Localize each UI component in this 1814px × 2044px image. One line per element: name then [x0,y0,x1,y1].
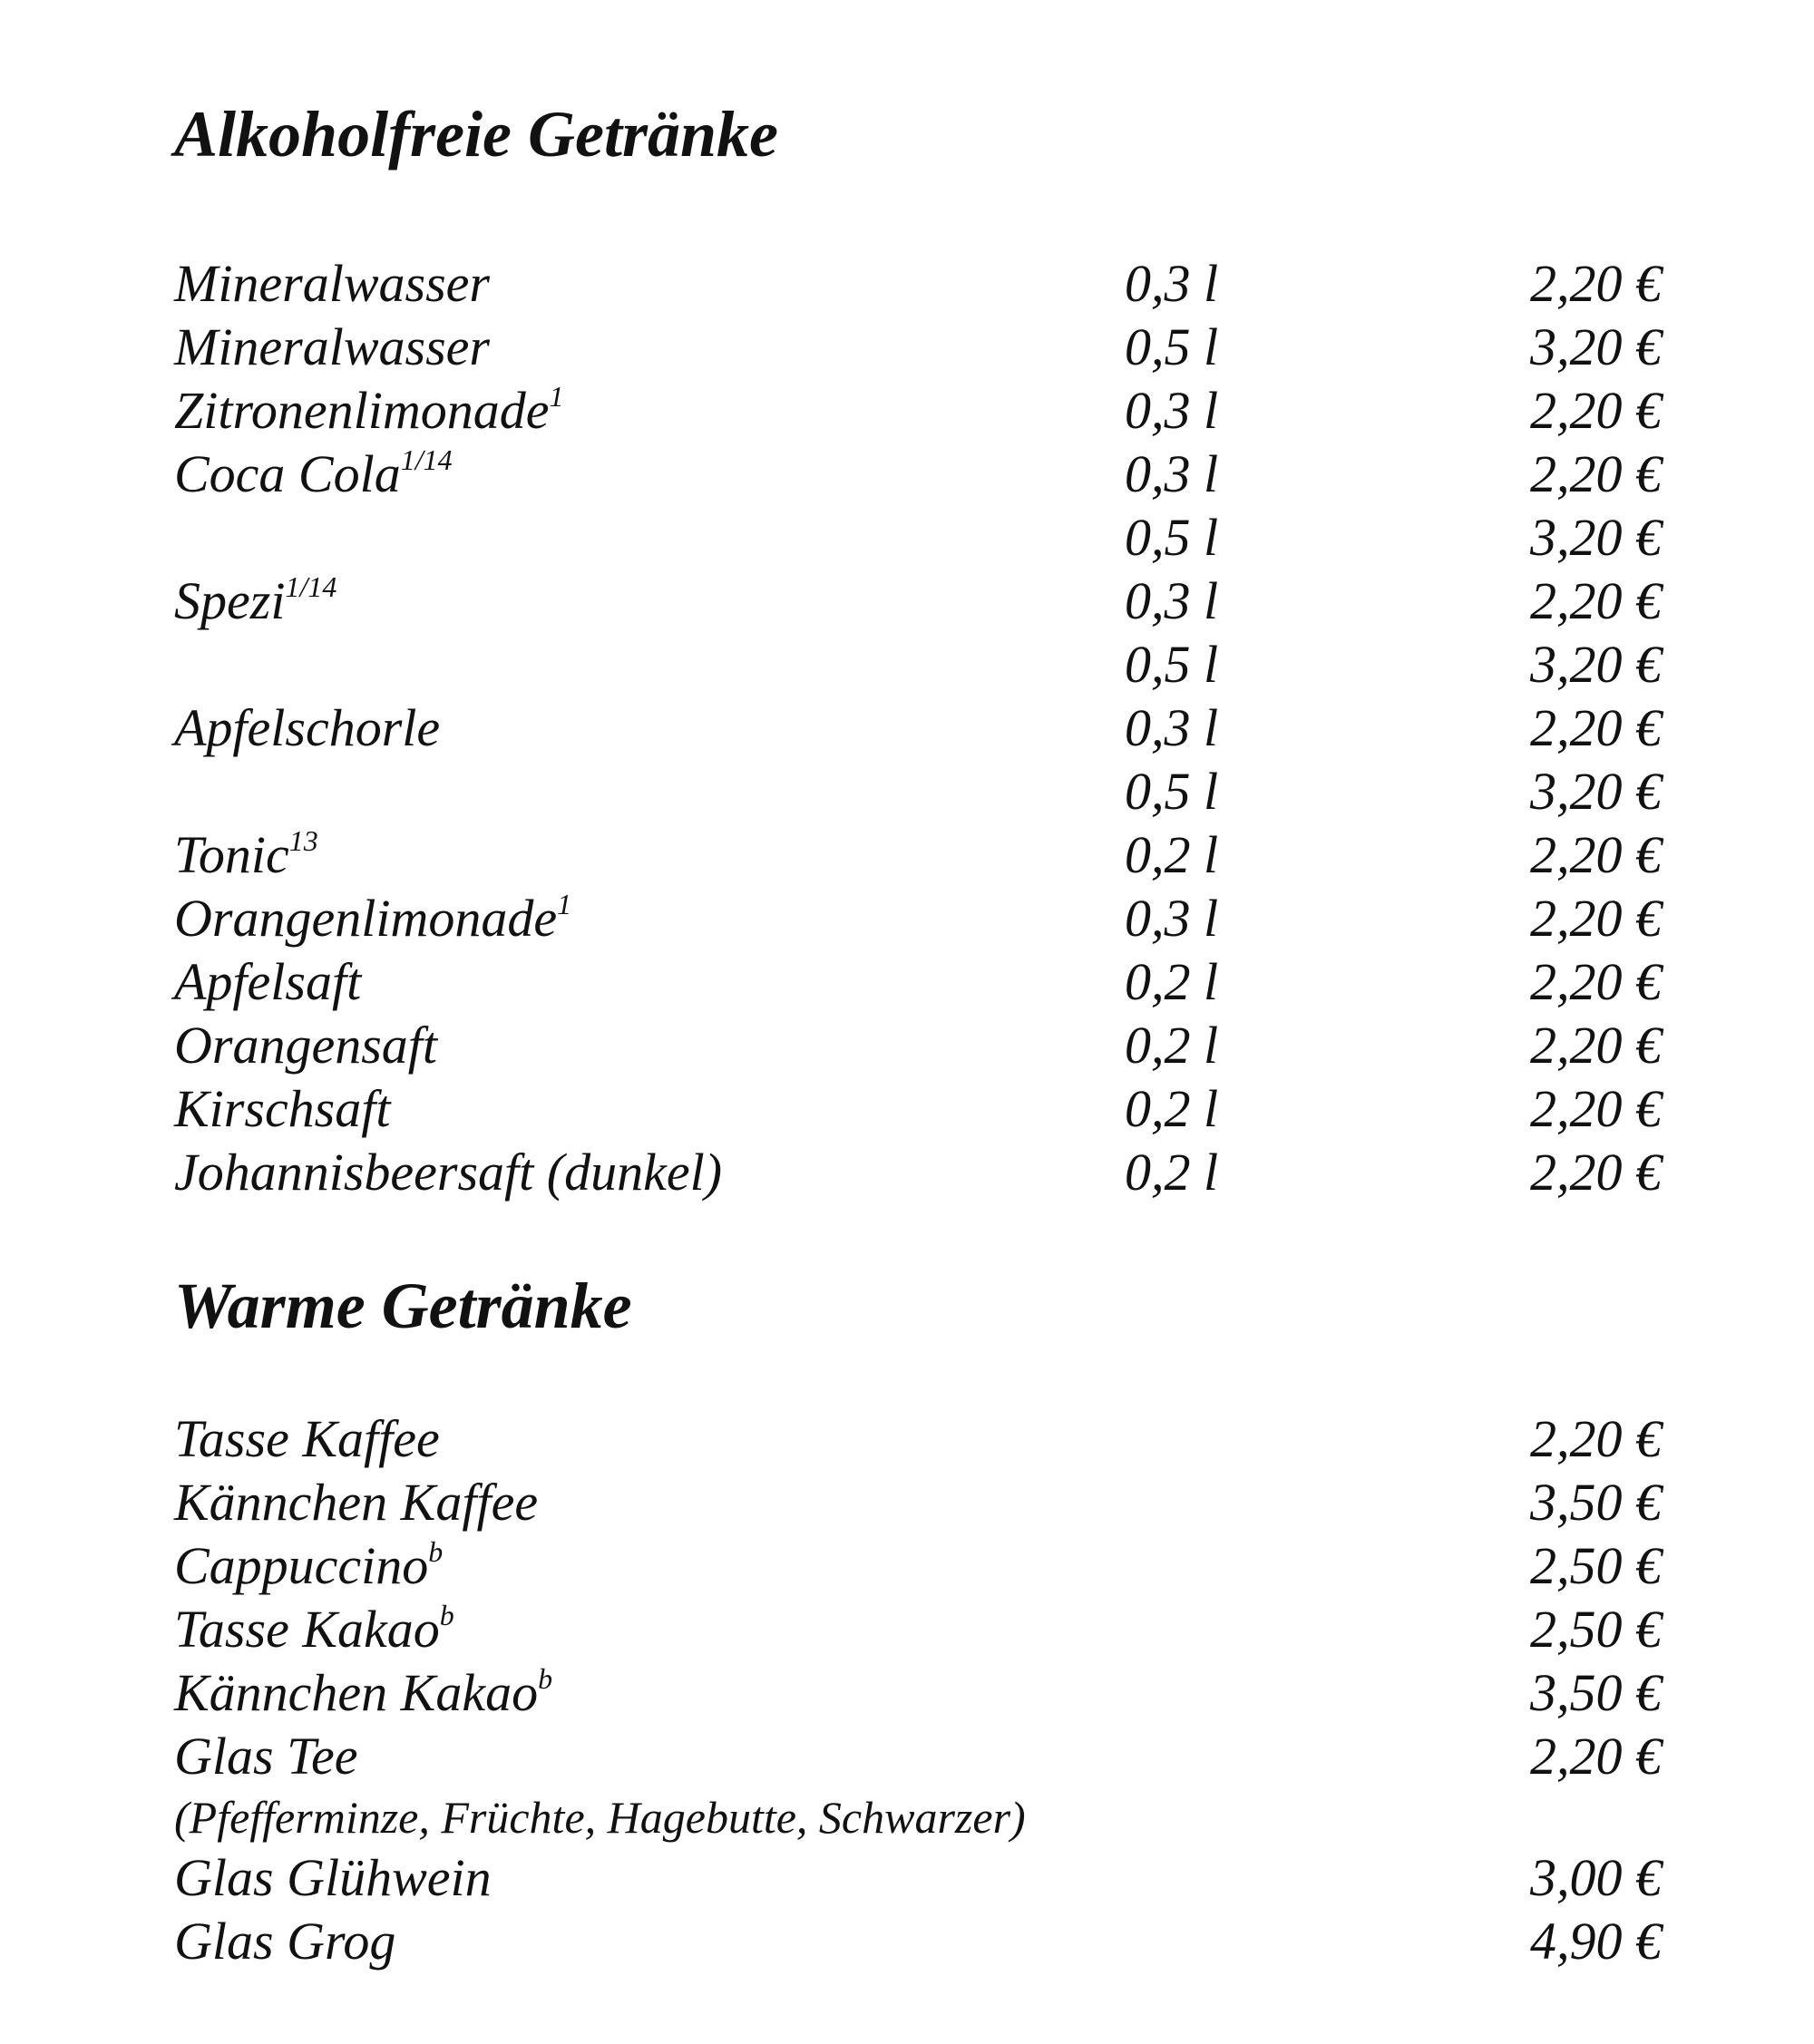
item-name [174,1077,391,1141]
item-name [174,1661,552,1725]
item-size: 0,5 l [1125,317,1219,376]
item-name [174,569,336,633]
item-name [174,1014,437,1077]
allergen-footnote: 1/14 [400,443,453,476]
item-name-text: Mineralwasser [174,317,490,376]
item-name [174,252,490,316]
item-price: 4,90 € [1530,1912,1662,1971]
item-name [174,887,571,950]
item-size: 0,5 l [1125,635,1219,694]
item-name [174,443,453,506]
section-title-warme-getraenke: Warme Getränke [174,1270,632,1342]
item-name [174,1910,395,1973]
allergen-footnote: b [538,1661,553,1695]
item-name [174,379,564,443]
item-price: 3,20 € [1530,508,1662,567]
item-name [174,823,318,887]
item-name [174,1725,358,1788]
menu-item [174,1725,1662,1788]
menu-item [174,379,1662,443]
item-price: 2,20 € [1530,1079,1662,1138]
menu-item [174,1407,1662,1471]
item-size: 0,5 l [1125,762,1219,821]
item-size: 0,3 l [1125,254,1219,313]
item-price: 2,20 € [1530,698,1662,757]
item-size: 0,3 l [1125,444,1219,503]
item-name-text: Kirschsaft [174,1079,391,1138]
item-price: 3,50 € [1530,1663,1662,1722]
item-name-text: Orangensaft [174,1016,437,1075]
item-name-text: Glas Glühwein [174,1848,492,1907]
allergen-footnote: 1/14 [285,569,337,603]
item-name [174,696,440,760]
item-price: 3,20 € [1530,762,1662,821]
item-name [174,950,361,1014]
menu-item [174,569,1662,633]
item-size: 0,5 l [1125,508,1219,567]
item-name-text: Zitronenlimonade [174,381,550,440]
menu-item [174,1598,1662,1661]
item-name [174,316,490,379]
item-price: 2,20 € [1530,381,1662,440]
item-size: 0,2 l [1125,1016,1219,1075]
menu-item-note [174,1788,1662,1846]
item-name-text: Johannisbeersaft (dunkel) [174,1143,723,1202]
menu-item [174,1661,1662,1725]
menu-item [174,1846,1662,1910]
item-name-text: Tasse Kakao [174,1600,440,1659]
menu-item [174,1014,1662,1077]
item-size: 0,2 l [1125,1143,1219,1202]
menu-item [174,1077,1662,1141]
menu-item [174,506,1662,569]
menu-list-alkoholfreie-getraenke [174,252,1662,1204]
item-name-text: Glas Tee [174,1727,358,1786]
menu-item [174,823,1662,887]
item-name-text: Mineralwasser [174,254,490,313]
menu-item [174,887,1662,950]
menu-item [174,443,1662,506]
item-price: 2,20 € [1530,1727,1662,1786]
section-title-alkoholfreie-getraenke: Alkoholfreie Getränke [174,98,778,170]
menu-item [174,696,1662,760]
item-price: 3,00 € [1530,1848,1662,1907]
item-name-text: Apfelschorle [174,698,441,757]
menu-item [174,1471,1662,1534]
item-name [174,1846,492,1910]
item-price: 2,20 € [1530,1143,1662,1202]
item-price: 3,50 € [1530,1473,1662,1532]
item-size: 0,3 l [1125,698,1219,757]
item-name-text: Apfelsaft [174,952,362,1011]
item-price: 2,20 € [1530,254,1662,313]
menu-item [174,316,1662,379]
item-size: 0,3 l [1125,571,1219,630]
item-size: 0,3 l [1125,381,1219,440]
item-price: 2,20 € [1530,444,1662,503]
item-price: 2,50 € [1530,1600,1662,1659]
item-price: 2,20 € [1530,889,1662,948]
menu-item [174,760,1662,823]
item-name [174,1141,722,1204]
item-price: 2,20 € [1530,825,1662,884]
item-name-text: Kännchen Kakao [174,1663,539,1722]
item-name-text: Tasse Kaffee [174,1409,440,1468]
item-name [174,1407,440,1471]
item-name-text: (Pfefferminze, Früchte, Hagebutte, Schwarzer) [174,1792,1026,1843]
item-name [174,1598,454,1661]
item-price: 2,20 € [1530,1409,1662,1468]
item-name-text: Tonic [174,825,289,884]
item-name [174,1534,443,1598]
item-name-text: Coca Cola [174,444,401,503]
item-name-text: Kännchen Kaffee [174,1473,539,1532]
item-size: 0,2 l [1125,825,1219,884]
item-name-text: Orangenlimonade [174,889,558,948]
allergen-footnote: b [428,1534,444,1568]
item-size: 0,2 l [1125,1079,1219,1138]
item-price: 2,20 € [1530,571,1662,630]
menu-item [174,633,1662,696]
menu-item [174,950,1662,1014]
allergen-footnote: 1 [557,887,572,920]
item-size: 0,3 l [1125,889,1219,948]
item-size: 0,2 l [1125,952,1219,1011]
allergen-footnote: 13 [288,823,318,857]
item-price: 2,20 € [1530,1016,1662,1075]
item-name-text: Spezi [174,571,286,630]
item-price: 2,50 € [1530,1536,1662,1595]
menu-list-warme-getraenke [174,1407,1662,1973]
item-price: 2,20 € [1530,952,1662,1011]
allergen-footnote: b [439,1598,454,1631]
item-name [174,1788,1026,1846]
item-price: 3,20 € [1530,317,1662,376]
item-name [174,1471,538,1534]
item-price: 3,20 € [1530,635,1662,694]
item-name-text: Glas Grog [174,1912,396,1971]
menu-item [174,1141,1662,1204]
menu-item [174,1910,1662,1973]
menu-item [174,1534,1662,1598]
item-name-text: Cappuccino [174,1536,429,1595]
allergen-footnote: 1 [549,379,564,413]
menu-item [174,252,1662,316]
